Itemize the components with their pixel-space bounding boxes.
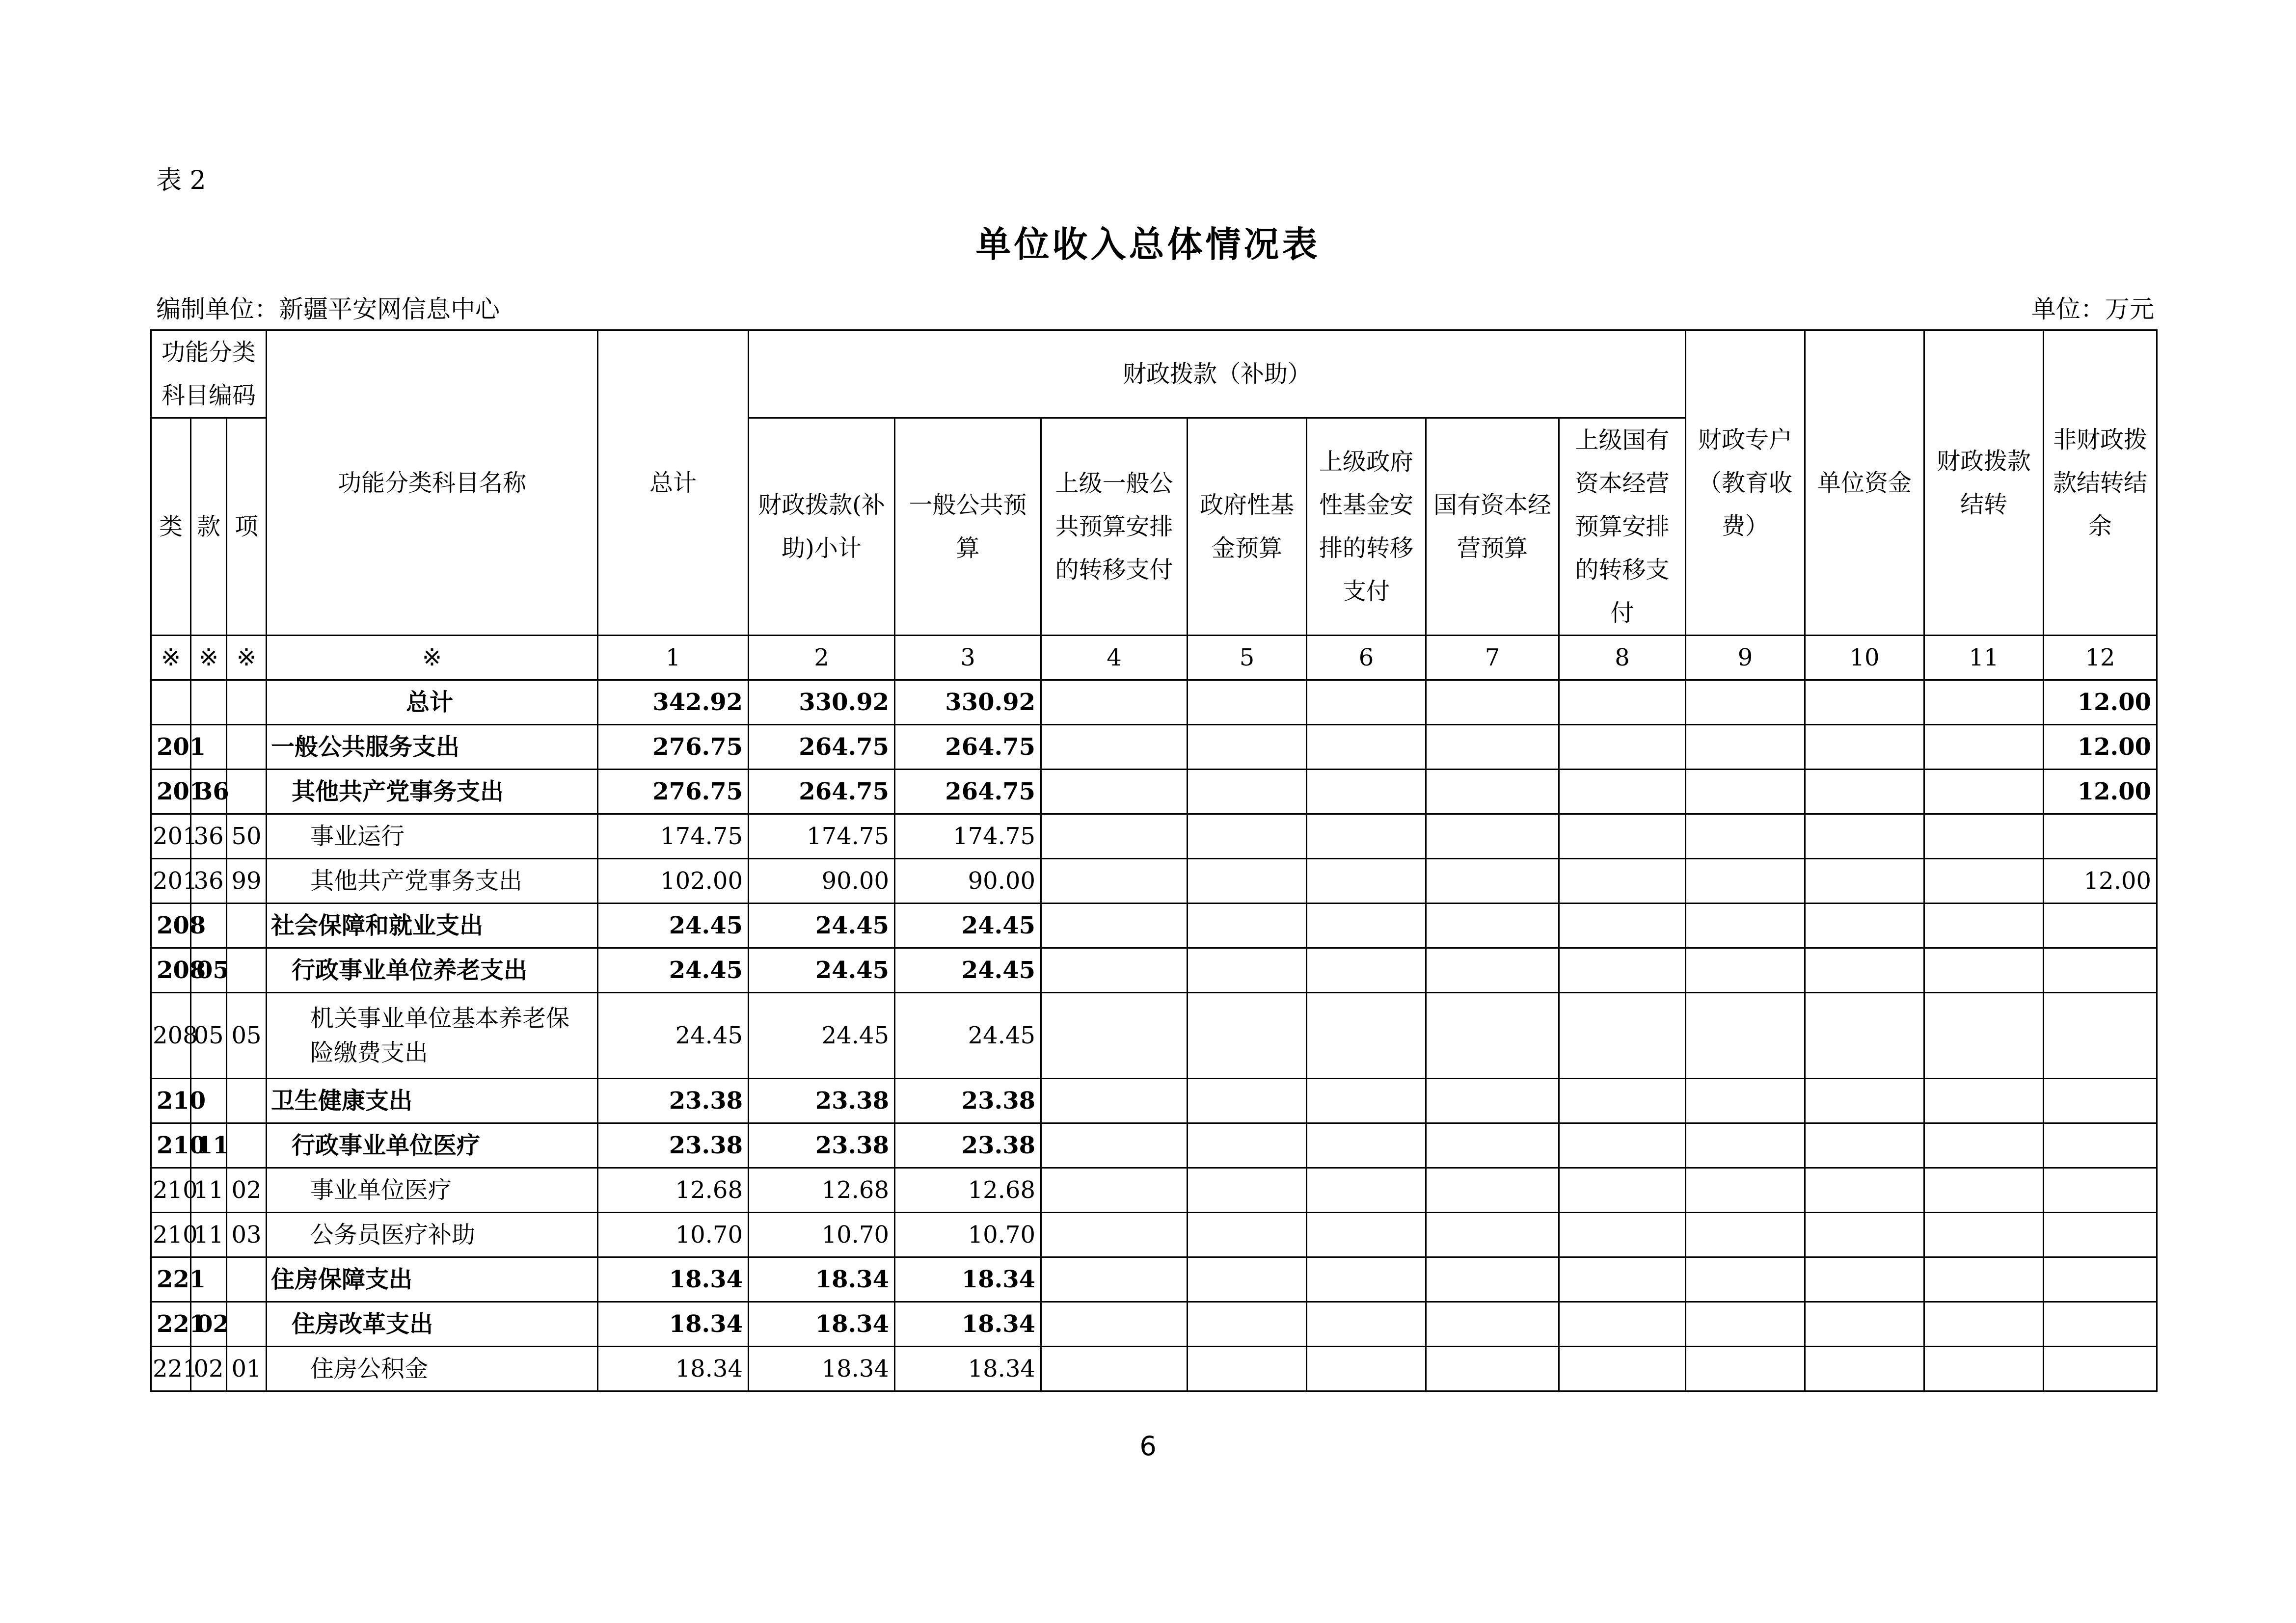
cell-general-budget: 18.34 xyxy=(895,1257,1041,1302)
cell-empty xyxy=(1805,1302,1924,1347)
cell-empty xyxy=(1686,993,1805,1079)
cell-total: 24.45 xyxy=(598,948,749,993)
cell-lei: 201 xyxy=(151,859,191,904)
cell-nonfiscal: 12.00 xyxy=(2044,680,2157,725)
cell-empty xyxy=(1559,680,1686,725)
cell-lei: 210 xyxy=(151,1079,191,1123)
col-code: 12 xyxy=(2044,636,2157,680)
cell-name: 卫生健康支出 xyxy=(267,1079,598,1123)
cell-fiscal-subtotal: 24.45 xyxy=(749,904,895,948)
cell-nonfiscal xyxy=(2044,993,2157,1079)
cell-empty xyxy=(1307,1302,1426,1347)
cell-xiang: 05 xyxy=(227,993,267,1079)
cell-empty xyxy=(1188,993,1307,1079)
header-general-budget: 一般公共预算 xyxy=(895,418,1041,636)
cell-nonfiscal: 12.00 xyxy=(2044,770,2157,814)
cell-lei: 221 xyxy=(151,1347,191,1391)
header-gov-fund-budget: 政府性基金预算 xyxy=(1188,418,1307,636)
cell-empty xyxy=(1188,1123,1307,1168)
cell-empty xyxy=(1686,904,1805,948)
header-fiscal-subtotal: 财政拨款(补助)小计 xyxy=(749,418,895,636)
cell-general-budget: 330.92 xyxy=(895,680,1041,725)
cell-empty xyxy=(1686,1302,1805,1347)
cell-empty xyxy=(1307,725,1426,770)
cell-nonfiscal: 12.00 xyxy=(2044,725,2157,770)
cell-empty xyxy=(1041,770,1188,814)
cell-general-budget: 90.00 xyxy=(895,859,1041,904)
cell-empty xyxy=(1559,993,1686,1079)
table-row xyxy=(151,904,2157,948)
cell-lei: 201 xyxy=(151,770,191,814)
cell-empty xyxy=(1924,770,2044,814)
cell-total: 18.34 xyxy=(598,1302,749,1347)
header-state-capital-budget: 国有资本经营预算 xyxy=(1426,418,1559,636)
cell-empty xyxy=(1307,1257,1426,1302)
cell-fiscal-subtotal: 174.75 xyxy=(749,814,895,859)
cell-empty xyxy=(1559,814,1686,859)
cell-empty xyxy=(1686,1213,1805,1257)
cell-kuan: 11 xyxy=(191,1123,227,1168)
cell-empty xyxy=(1805,1347,1924,1391)
table-row xyxy=(151,770,2157,814)
cell-name: 其他共产党事务支出 xyxy=(267,859,598,904)
cell-name: 公务员医疗补助 xyxy=(267,1213,598,1257)
cell-empty xyxy=(1307,859,1426,904)
header-lei: 类 xyxy=(151,418,191,636)
col-code: 2 xyxy=(749,636,895,680)
table-row xyxy=(151,725,2157,770)
cell-name: 住房改革支出 xyxy=(267,1302,598,1347)
cell-empty xyxy=(1559,725,1686,770)
cell-empty xyxy=(1559,859,1686,904)
cell-nonfiscal xyxy=(2044,1079,2157,1123)
cell-general-budget: 264.75 xyxy=(895,725,1041,770)
cell-empty xyxy=(1686,859,1805,904)
cell-empty xyxy=(1426,814,1559,859)
cell-empty xyxy=(1188,725,1307,770)
cell-empty xyxy=(1188,1347,1307,1391)
table-row xyxy=(151,1257,2157,1302)
cell-lei: 201 xyxy=(151,814,191,859)
cell-empty xyxy=(1426,770,1559,814)
cell-empty xyxy=(1924,1213,2044,1257)
table-label: 表 2 xyxy=(156,166,206,195)
cell-empty xyxy=(1188,814,1307,859)
cell-empty xyxy=(1426,1347,1559,1391)
cell-lei: 210 xyxy=(151,1213,191,1257)
cell-kuan: 05 xyxy=(191,948,227,993)
col-code: 10 xyxy=(1805,636,1924,680)
cell-empty xyxy=(1307,1079,1426,1123)
cell-fiscal-subtotal: 18.34 xyxy=(749,1347,895,1391)
cell-general-budget: 24.45 xyxy=(895,904,1041,948)
cell-lei: 221 xyxy=(151,1302,191,1347)
cell-empty xyxy=(1041,1213,1188,1257)
cell-xiang xyxy=(227,1302,267,1347)
cell-empty xyxy=(1805,1257,1924,1302)
cell-name: 事业运行 xyxy=(267,814,598,859)
cell-empty xyxy=(1805,1168,1924,1213)
cell-empty xyxy=(1924,859,2044,904)
compiler-unit: 编制单位：新疆平安网信息中心 xyxy=(156,295,500,323)
cell-kuan: 11 xyxy=(191,1213,227,1257)
cell-lei: 208 xyxy=(151,993,191,1079)
cell-empty xyxy=(1307,993,1426,1079)
header-nonfiscal-carryover: 非财政拨款结转结余 xyxy=(2044,330,2157,636)
cell-general-budget: 24.45 xyxy=(895,993,1041,1079)
cell-total: 276.75 xyxy=(598,725,749,770)
cell-empty xyxy=(1307,1213,1426,1257)
cell-empty xyxy=(1559,904,1686,948)
cell-empty xyxy=(1041,1123,1188,1168)
cell-empty xyxy=(1559,948,1686,993)
cell-empty xyxy=(1307,1123,1426,1168)
cell-kuan: 36 xyxy=(191,770,227,814)
cell-fiscal-subtotal: 264.75 xyxy=(749,770,895,814)
cell-name: 行政事业单位医疗 xyxy=(267,1123,598,1168)
table-row xyxy=(151,1347,2157,1391)
table-body xyxy=(151,680,2157,1391)
cell-fiscal-subtotal: 264.75 xyxy=(749,725,895,770)
cell-empty xyxy=(1426,904,1559,948)
header-fiscal-group: 财政拨款（补助） xyxy=(749,330,1686,418)
table-row xyxy=(151,1213,2157,1257)
table-row xyxy=(151,1123,2157,1168)
cell-kuan: 36 xyxy=(191,814,227,859)
cell-nonfiscal xyxy=(2044,1347,2157,1391)
cell-empty xyxy=(1426,859,1559,904)
cell-general-budget: 10.70 xyxy=(895,1213,1041,1257)
cell-fiscal-subtotal: 23.38 xyxy=(749,1079,895,1123)
cell-name: 机关事业单位基本养老保险缴费支出 xyxy=(267,993,598,1079)
cell-empty xyxy=(1426,725,1559,770)
cell-xiang xyxy=(227,1257,267,1302)
table-row xyxy=(151,680,2157,725)
cell-total: 24.45 xyxy=(598,993,749,1079)
cell-empty xyxy=(1188,1168,1307,1213)
cell-empty xyxy=(1307,770,1426,814)
cell-total: 18.34 xyxy=(598,1347,749,1391)
cell-empty xyxy=(1559,1079,1686,1123)
cell-empty xyxy=(1686,1168,1805,1213)
cell-kuan: 05 xyxy=(191,993,227,1079)
col-code: 4 xyxy=(1041,636,1188,680)
cell-total: 174.75 xyxy=(598,814,749,859)
header-fiscal-carryover: 财政拨款结转 xyxy=(1924,330,2044,636)
cell-xiang: 99 xyxy=(227,859,267,904)
cell-name: 住房保障支出 xyxy=(267,1257,598,1302)
cell-empty xyxy=(1805,904,1924,948)
cell-empty xyxy=(1041,1347,1188,1391)
cell-empty xyxy=(1307,1168,1426,1213)
col-code: ※ xyxy=(191,636,227,680)
header-kuan: 款 xyxy=(191,418,227,636)
cell-empty xyxy=(1188,859,1307,904)
cell-empty xyxy=(1188,680,1307,725)
cell-nonfiscal xyxy=(2044,1168,2157,1213)
cell-nonfiscal xyxy=(2044,904,2157,948)
cell-xiang: 03 xyxy=(227,1213,267,1257)
cell-empty xyxy=(1924,1123,2044,1168)
table-row xyxy=(151,1079,2157,1123)
cell-empty xyxy=(1805,1123,1924,1168)
cell-empty xyxy=(1188,1079,1307,1123)
cell-empty xyxy=(1924,680,2044,725)
cell-kuan xyxy=(191,680,227,725)
cell-name: 一般公共服务支出 xyxy=(267,725,598,770)
cell-empty xyxy=(1924,993,2044,1079)
cell-fiscal-subtotal: 18.34 xyxy=(749,1257,895,1302)
cell-nonfiscal xyxy=(2044,948,2157,993)
cell-empty xyxy=(1041,859,1188,904)
cell-empty xyxy=(1686,814,1805,859)
cell-lei: 201 xyxy=(151,725,191,770)
header-upper-fund-transfer: 上级政府性基金安排的转移支付 xyxy=(1307,418,1426,636)
cell-empty xyxy=(1426,948,1559,993)
cell-lei xyxy=(151,680,191,725)
cell-xiang xyxy=(227,680,267,725)
cell-empty xyxy=(1041,1302,1188,1347)
cell-nonfiscal xyxy=(2044,1257,2157,1302)
cell-empty xyxy=(1426,993,1559,1079)
cell-empty xyxy=(1559,1302,1686,1347)
cell-lei: 221 xyxy=(151,1257,191,1302)
cell-empty xyxy=(1188,1257,1307,1302)
cell-nonfiscal xyxy=(2044,1213,2157,1257)
page-number: 6 xyxy=(1139,1431,1157,1462)
cell-empty xyxy=(1188,948,1307,993)
cell-empty xyxy=(1426,1123,1559,1168)
cell-empty xyxy=(1559,1213,1686,1257)
cell-empty xyxy=(1188,1213,1307,1257)
cell-name: 住房公积金 xyxy=(267,1347,598,1391)
col-code: 6 xyxy=(1307,636,1426,680)
col-code: 9 xyxy=(1686,636,1805,680)
cell-general-budget: 174.75 xyxy=(895,814,1041,859)
income-table xyxy=(150,329,2158,1392)
cell-kuan: 02 xyxy=(191,1347,227,1391)
cell-nonfiscal: 12.00 xyxy=(2044,859,2157,904)
cell-empty xyxy=(1188,770,1307,814)
page-title: 单位收入总体情况表 xyxy=(975,223,1321,265)
cell-nonfiscal xyxy=(2044,1123,2157,1168)
cell-empty xyxy=(1426,1079,1559,1123)
table-row xyxy=(151,948,2157,993)
cell-empty xyxy=(1924,1347,2044,1391)
cell-nonfiscal xyxy=(2044,1302,2157,1347)
cell-general-budget: 264.75 xyxy=(895,770,1041,814)
cell-total: 10.70 xyxy=(598,1213,749,1257)
cell-xiang xyxy=(227,904,267,948)
cell-name: 行政事业单位养老支出 xyxy=(267,948,598,993)
cell-total: 342.92 xyxy=(598,680,749,725)
cell-empty xyxy=(1041,1168,1188,1213)
header-upper-general-transfer: 上级一般公共预算安排的转移支付 xyxy=(1041,418,1188,636)
cell-empty xyxy=(1805,814,1924,859)
cell-kuan: 36 xyxy=(191,859,227,904)
cell-total: 24.45 xyxy=(598,904,749,948)
cell-total: 23.38 xyxy=(598,1123,749,1168)
cell-empty xyxy=(1686,1079,1805,1123)
cell-fiscal-subtotal: 24.45 xyxy=(749,948,895,993)
currency-unit: 单位：万元 xyxy=(2031,295,2154,323)
header-upper-capital-transfer: 上级国有资本经营预算安排的转移支付 xyxy=(1559,418,1686,636)
cell-kuan: 11 xyxy=(191,1168,227,1213)
cell-name: 社会保障和就业支出 xyxy=(267,904,598,948)
cell-empty xyxy=(1805,993,1924,1079)
cell-empty xyxy=(1559,1123,1686,1168)
cell-empty xyxy=(1426,1168,1559,1213)
cell-fiscal-subtotal: 23.38 xyxy=(749,1123,895,1168)
cell-empty xyxy=(1805,770,1924,814)
cell-name: 事业单位医疗 xyxy=(267,1168,598,1213)
cell-empty xyxy=(1686,1123,1805,1168)
col-code: ※ xyxy=(267,636,598,680)
cell-empty xyxy=(1924,725,2044,770)
cell-empty xyxy=(1805,948,1924,993)
cell-total: 23.38 xyxy=(598,1079,749,1123)
cell-empty xyxy=(1041,680,1188,725)
cell-empty xyxy=(1924,1302,2044,1347)
cell-empty xyxy=(1426,1302,1559,1347)
header-special-account: 财政专户（教育收费） xyxy=(1686,330,1805,636)
cell-empty xyxy=(1041,1257,1188,1302)
cell-xiang: 01 xyxy=(227,1347,267,1391)
cell-fiscal-subtotal: 12.68 xyxy=(749,1168,895,1213)
cell-xiang xyxy=(227,1123,267,1168)
cell-total: 18.34 xyxy=(598,1257,749,1302)
cell-empty xyxy=(1686,725,1805,770)
cell-lei: 210 xyxy=(151,1168,191,1213)
cell-empty xyxy=(1686,1257,1805,1302)
cell-total: 102.00 xyxy=(598,859,749,904)
col-code: 11 xyxy=(1924,636,2044,680)
cell-empty xyxy=(1041,904,1188,948)
cell-empty xyxy=(1426,1213,1559,1257)
cell-empty xyxy=(1559,1168,1686,1213)
table-row xyxy=(151,814,2157,859)
cell-general-budget: 23.38 xyxy=(895,1079,1041,1123)
cell-empty xyxy=(1559,1257,1686,1302)
cell-kuan: 02 xyxy=(191,1302,227,1347)
cell-fiscal-subtotal: 10.70 xyxy=(749,1213,895,1257)
cell-empty xyxy=(1805,859,1924,904)
cell-general-budget: 24.45 xyxy=(895,948,1041,993)
cell-empty xyxy=(1805,1213,1924,1257)
cell-empty xyxy=(1307,680,1426,725)
cell-general-budget: 18.34 xyxy=(895,1302,1041,1347)
cell-empty xyxy=(1307,904,1426,948)
cell-empty xyxy=(1307,1347,1426,1391)
cell-xiang: 50 xyxy=(227,814,267,859)
col-code: ※ xyxy=(151,636,191,680)
col-code: 1 xyxy=(598,636,749,680)
cell-empty xyxy=(1805,725,1924,770)
table-row xyxy=(151,1302,2157,1347)
col-code: 5 xyxy=(1188,636,1307,680)
cell-general-budget: 23.38 xyxy=(895,1123,1041,1168)
header-xiang: 项 xyxy=(227,418,267,636)
cell-empty xyxy=(1924,904,2044,948)
cell-empty xyxy=(1686,948,1805,993)
cell-fiscal-subtotal: 18.34 xyxy=(749,1302,895,1347)
cell-empty xyxy=(1805,1079,1924,1123)
cell-empty xyxy=(1041,725,1188,770)
cell-empty xyxy=(1041,814,1188,859)
cell-empty xyxy=(1686,1347,1805,1391)
cell-general-budget: 12.68 xyxy=(895,1168,1041,1213)
cell-name: 其他共产党事务支出 xyxy=(267,770,598,814)
cell-xiang xyxy=(227,770,267,814)
cell-xiang xyxy=(227,1079,267,1123)
cell-empty xyxy=(1805,680,1924,725)
col-code: 7 xyxy=(1426,636,1559,680)
cell-empty xyxy=(1686,770,1805,814)
cell-empty xyxy=(1041,948,1188,993)
cell-empty xyxy=(1307,948,1426,993)
cell-empty xyxy=(1924,814,2044,859)
cell-empty xyxy=(1041,993,1188,1079)
cell-name: 总计 xyxy=(267,680,598,725)
cell-empty xyxy=(1924,1079,2044,1123)
cell-lei: 210 xyxy=(151,1123,191,1168)
cell-xiang xyxy=(227,948,267,993)
cell-xiang xyxy=(227,725,267,770)
header-unit-funds: 单位资金 xyxy=(1805,330,1924,636)
cell-nonfiscal xyxy=(2044,814,2157,859)
cell-empty xyxy=(1924,1257,2044,1302)
cell-fiscal-subtotal: 24.45 xyxy=(749,993,895,1079)
header-name: 功能分类科目名称 xyxy=(267,330,598,636)
cell-empty xyxy=(1307,814,1426,859)
cell-empty xyxy=(1188,904,1307,948)
cell-empty xyxy=(1041,1079,1188,1123)
col-code: ※ xyxy=(227,636,267,680)
cell-empty xyxy=(1924,948,2044,993)
cell-empty xyxy=(1188,1302,1307,1347)
header-total: 总计 xyxy=(598,330,749,636)
cell-general-budget: 18.34 xyxy=(895,1347,1041,1391)
cell-lei: 208 xyxy=(151,948,191,993)
cell-total: 276.75 xyxy=(598,770,749,814)
cell-empty xyxy=(1559,770,1686,814)
col-code: 3 xyxy=(895,636,1041,680)
cell-empty xyxy=(1924,1168,2044,1213)
cell-empty xyxy=(1426,680,1559,725)
cell-fiscal-subtotal: 90.00 xyxy=(749,859,895,904)
cell-empty xyxy=(1686,680,1805,725)
table-row xyxy=(151,993,2157,1079)
cell-lei: 208 xyxy=(151,904,191,948)
header-code-group: 功能分类科目编码 xyxy=(151,330,267,418)
cell-xiang: 02 xyxy=(227,1168,267,1213)
cell-empty xyxy=(1426,1257,1559,1302)
table-row xyxy=(151,1168,2157,1213)
table-row xyxy=(151,859,2157,904)
col-code: 8 xyxy=(1559,636,1686,680)
cell-empty xyxy=(1559,1347,1686,1391)
cell-total: 12.68 xyxy=(598,1168,749,1213)
cell-fiscal-subtotal: 330.92 xyxy=(749,680,895,725)
